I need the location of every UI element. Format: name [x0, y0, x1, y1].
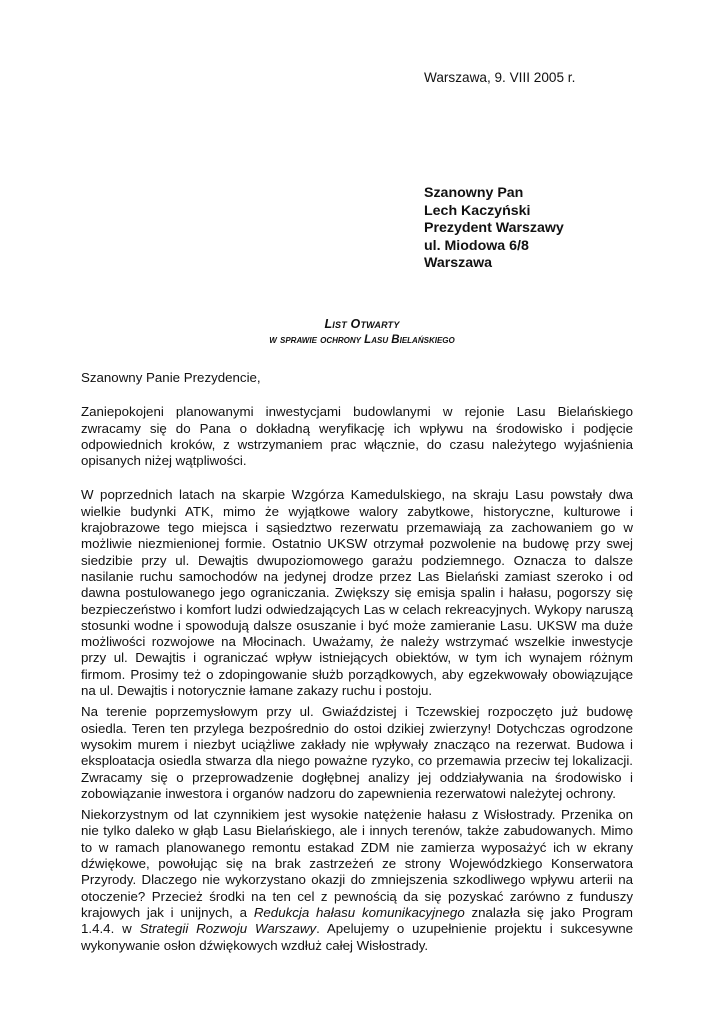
addressee-block: [424, 185, 564, 273]
text-run: . Apelujemy o uzupełnienie projektu i sukcesywne wykonywanie osłon dźwiękowych wzdłuż całej Wisłostrady.: [81, 921, 633, 953]
paragraph-wislostrada: [81, 807, 633, 954]
salutation: Szanowny Panie Prezydencie,: [81, 370, 261, 385]
paragraph-atk-ukSW: W poprzednich latach na skarpie Wzgórza Kamedulskiego, na skraju Lasu powstały dwa wielkie budynki ATK, mimo że wyjątkowe walory zabytkowe, historyczne, kulturowe i krajobrazowe tego miejsca i sąsiedztwo rezerwatu przemawiają za zachowaniem go w możliwie niezmienionej formie. Ostatnio UKSW otrzymał pozwolenie na budowę przy swej siedzibie przy ul. Dewajtis dwupoziomowego garażu podziemnego. Oznacza to dalsze nasilanie ruchu samochodów na jedynej drodze przez Las Bielański zamiast szeroko i od dawna postulowanego jego ograniczania. Zwiększy się emisja spalin i hałasu, pogorszy się bezpieczeństwo i komfort ludzi odwiedzających Las w celach rekreacyjnych. Wykopy naruszą stosunki wodne i spowodują dalsze osuszanie i być może zamieranie Lasu. UKSW ma duże możliwości rozwojowe na Młocinach. Uważamy, że należy wstrzymać wszelkie inwestycje przy ul. Dewajtis i ograniczać wpływ istniejących obiektów, w tym ich wynajem różnym firmom. Prosimy też o zdopingowanie służb porządkowych, aby egzekwowały obowiązujące na ul. Dewajtis i notorycznie łamane zakazy ruchu i postoju.: [81, 487, 633, 699]
paragraph-gwiazdzista: Na terenie poprzemysłowym przy ul. Gwiaździstej i Tczewskiej rozpoczęto już budowę osiedla. Teren ten przylega bezpośrednio do ostoi dzikiej zwierzyny! Dotychczas ogrodzone wysokim murem i niezbyt uciążliwe zakłady nie wpływały znacząco na rezerwat. Budowa i eksploatacja osiedla stwarza dla niego poważne ryzyko, co przemawia przeciw tej lokalizacji. Zwracamy się o przeprowadzenie dogłębnej analizy jej oddziaływania na środowisko i zobowiązanie inwestora i organów nadzoru do zapewnienia rezerwatowi należytej ochrony.: [81, 704, 633, 801]
italic-strategy-name: Strategii Rozwoju Warszawy: [139, 921, 317, 937]
italic-program-name: Redukcja hałasu komunikacyjnego: [253, 904, 465, 920]
letter-subtitle: w sprawie ochrony Lasu Bielańskiego: [269, 334, 455, 346]
letter-title: List Otwarty: [324, 317, 400, 331]
paragraph-intro: Zaniepokojeni planowanymi inwestycjami budowlanymi w rejonie Lasu Bielańskiego zwracamy się do Pana o dokładną weryfikację ich wpływu na środowisko i podjęcie odpowiednich kroków, z wstrzymaniem prac włącznie, do czasu należytego wyjaśnienia opisanych niżej wątpliwości.: [81, 404, 633, 469]
addressee-street: ul. Miodowa 6/8: [424, 237, 529, 254]
date-line: Warszawa, 9. VIII 2005 r.: [424, 70, 576, 85]
addressee-salutation: Szanowny Pan: [424, 185, 524, 201]
letter-title-block: [0, 316, 724, 348]
addressee-name: Lech Kaczyński: [424, 202, 531, 219]
text-run: Niekorzystnym od lat czynnikiem jest wysokie natężenie hałasu z Wisłostrady. Przenika on nie tylko daleko w głąb Lasu Bielańskiego, ale i innych terenów, także zabudowanych. Mimo to w ramach planowanego remontu estakad ZDM nie zamierza wyposażyć ich w ekrany dźwiękowe, powołując się na brak zastrzeżeń ze strony Wojewódzkiego Konserwatora Przyrody. Dlaczego nie wykorzystano okazji do zmniejszenia szkodliwego wpływu arterii na otoczenie? Przecież środki na ten cel z pewnością da się pozyskać zarówno z funduszy krajowych jak i unijnych, a: [81, 807, 633, 920]
text-run: znalazła się jako Program 1.4.4. w: [81, 904, 633, 937]
addressee-title: Prezydent Warszawy: [424, 220, 564, 236]
letter-body: [81, 370, 633, 959]
addressee-city: Warszawa: [424, 255, 493, 271]
